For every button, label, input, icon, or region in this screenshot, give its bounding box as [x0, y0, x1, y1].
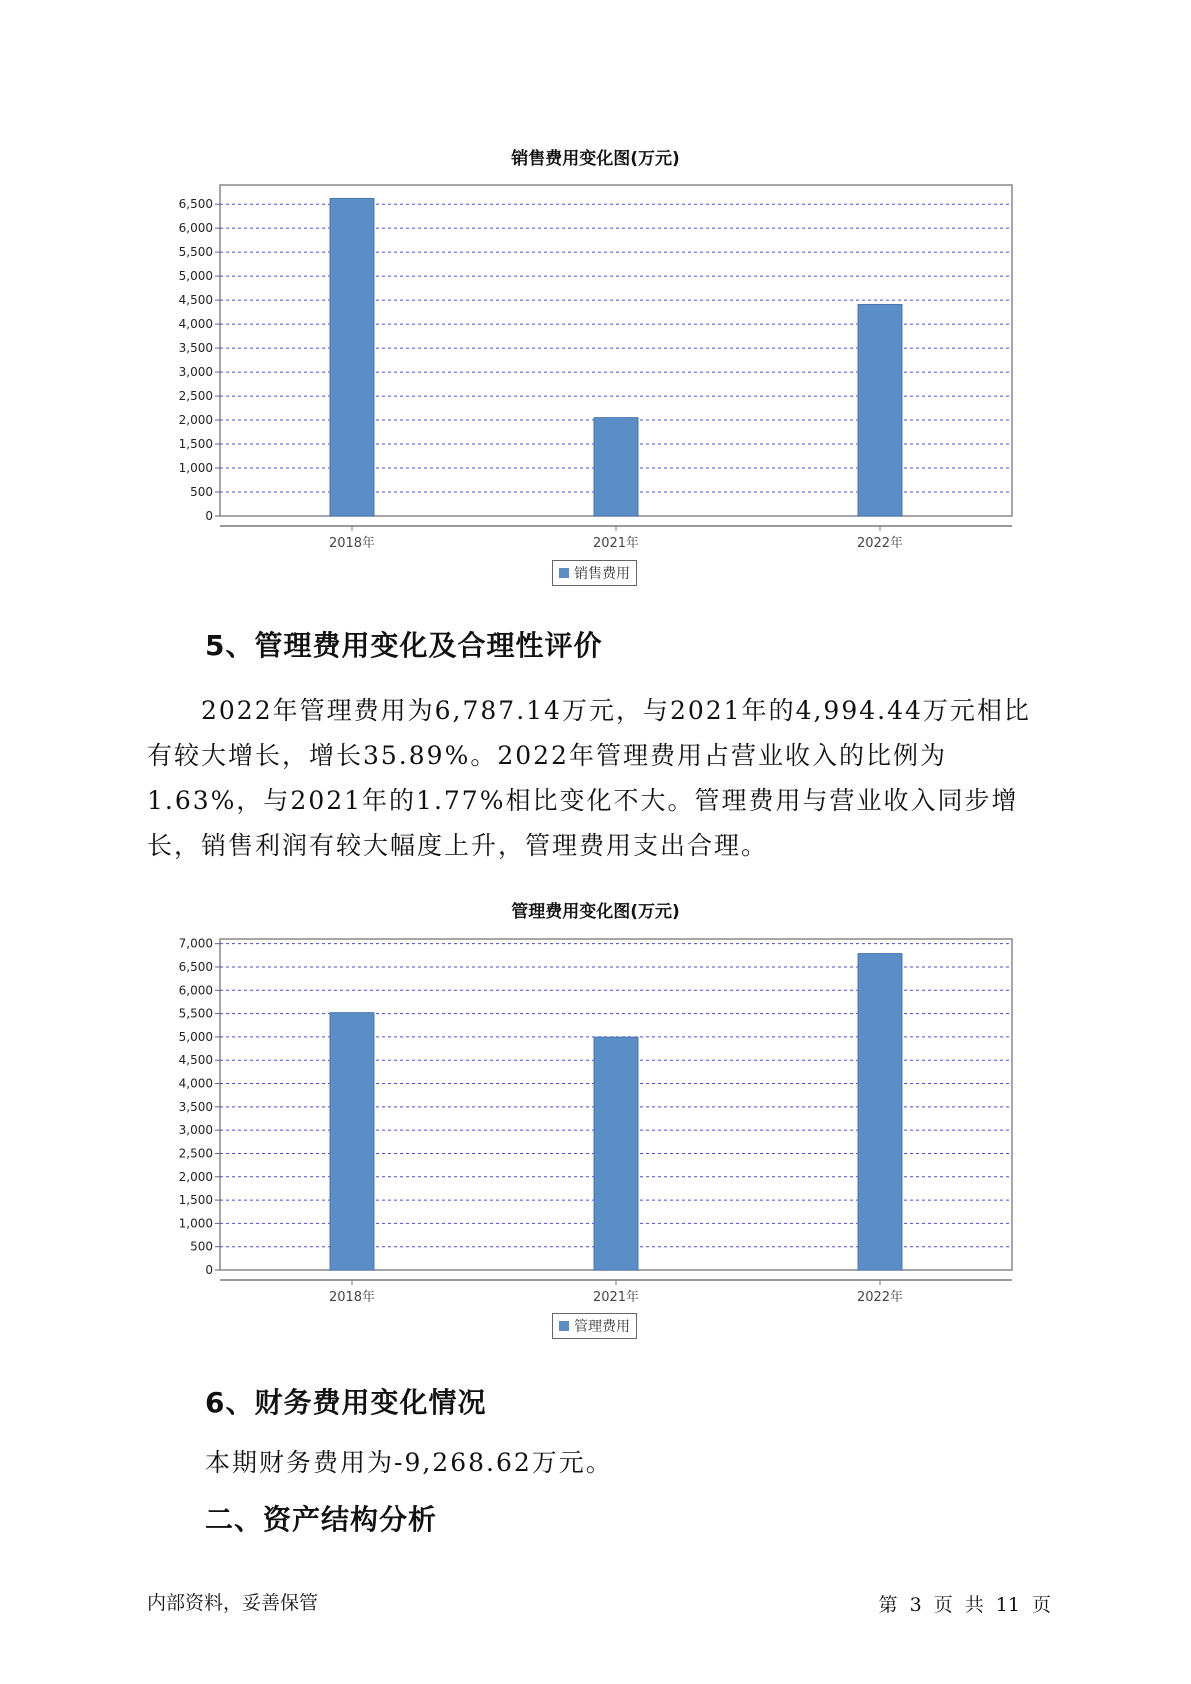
- y-tick-label: 3,000: [178, 1123, 213, 1138]
- y-tick-label: 500: [190, 1239, 213, 1254]
- y-tick-label: 3,500: [178, 1099, 213, 1114]
- bar: [858, 954, 902, 1270]
- y-tick-label: 1,000: [178, 1216, 213, 1231]
- section-two-heading: 二、资产结构分析: [205, 1503, 438, 1536]
- y-tick-label: 2,000: [178, 1169, 213, 1184]
- y-tick-label: 3,500: [178, 341, 213, 356]
- chart-1-legend-label: 销售费用: [574, 566, 630, 582]
- y-tick-label: 4,500: [178, 1053, 213, 1068]
- y-tick-label: 6,500: [178, 959, 213, 974]
- y-tick-label: 2,500: [178, 1146, 213, 1161]
- chart-2-title: 管理费用变化图(万元): [511, 902, 680, 922]
- x-tick-label: 2021年: [592, 1290, 640, 1305]
- x-tick-label: 2018年: [328, 1290, 376, 1305]
- x-tick-label: 2022年: [856, 536, 904, 551]
- y-tick-label: 7,000: [178, 936, 213, 951]
- footer-page-number: 第 3 页 共 11 页: [878, 1594, 1051, 1616]
- y-tick-label: 6,000: [178, 221, 213, 236]
- y-tick-label: 6,000: [178, 983, 213, 998]
- bar: [330, 1013, 374, 1270]
- y-tick-label: 2,500: [178, 389, 213, 404]
- chart-1-title: 销售费用变化图(万元): [511, 149, 680, 169]
- chart-2-legend-label: 管理费用: [574, 1319, 630, 1335]
- y-tick-label: 5,000: [178, 269, 213, 284]
- section-6-heading: 6、财务费用变化情况: [205, 1386, 487, 1419]
- y-tick-label: 0: [205, 509, 213, 523]
- x-tick-label: 2018年: [328, 536, 376, 551]
- x-tick-label: 2021年: [592, 536, 640, 551]
- section-6-paragraph: 本期财务费用为-9,268.62万元。: [205, 1448, 613, 1477]
- x-tick-label: 2022年: [856, 1290, 904, 1305]
- y-tick-label: 0: [205, 1263, 213, 1277]
- chart-2-legend: [552, 1313, 637, 1339]
- y-tick-label: 5,500: [178, 245, 213, 260]
- y-tick-label: 4,000: [178, 1076, 213, 1091]
- y-tick-label: 500: [190, 485, 213, 500]
- y-tick-label: 5,000: [178, 1029, 213, 1044]
- y-tick-label: 6,500: [178, 197, 213, 212]
- bar: [594, 1037, 638, 1270]
- y-tick-label: 5,500: [178, 1006, 213, 1021]
- y-tick-label: 3,000: [178, 365, 213, 380]
- y-tick-label: 2,000: [178, 413, 213, 428]
- y-tick-label: 4,000: [178, 317, 213, 332]
- y-tick-label: 1,500: [178, 437, 213, 452]
- section-5-paragraph: 2022年管理费用为6,787.14万元，与2021年的4,994.44万元相比有较大增长，增长35.89%。2022年管理费用占营业收入的比例为1.63%，与2021年的1.77%相比变化不大。管理费用与营业收入同步增长，销售利润有较大幅度上升，管理费用支出合理。: [147, 696, 1031, 860]
- legend-swatch-icon: [559, 1321, 569, 1331]
- footer-confidential: 内部资料，妥善保管: [147, 1592, 319, 1614]
- y-tick-label: 1,000: [178, 461, 213, 476]
- section-5-heading: 5、管理费用变化及合理性评价: [205, 629, 603, 662]
- y-tick-label: 4,500: [178, 293, 213, 308]
- y-tick-label: 1,500: [178, 1193, 213, 1208]
